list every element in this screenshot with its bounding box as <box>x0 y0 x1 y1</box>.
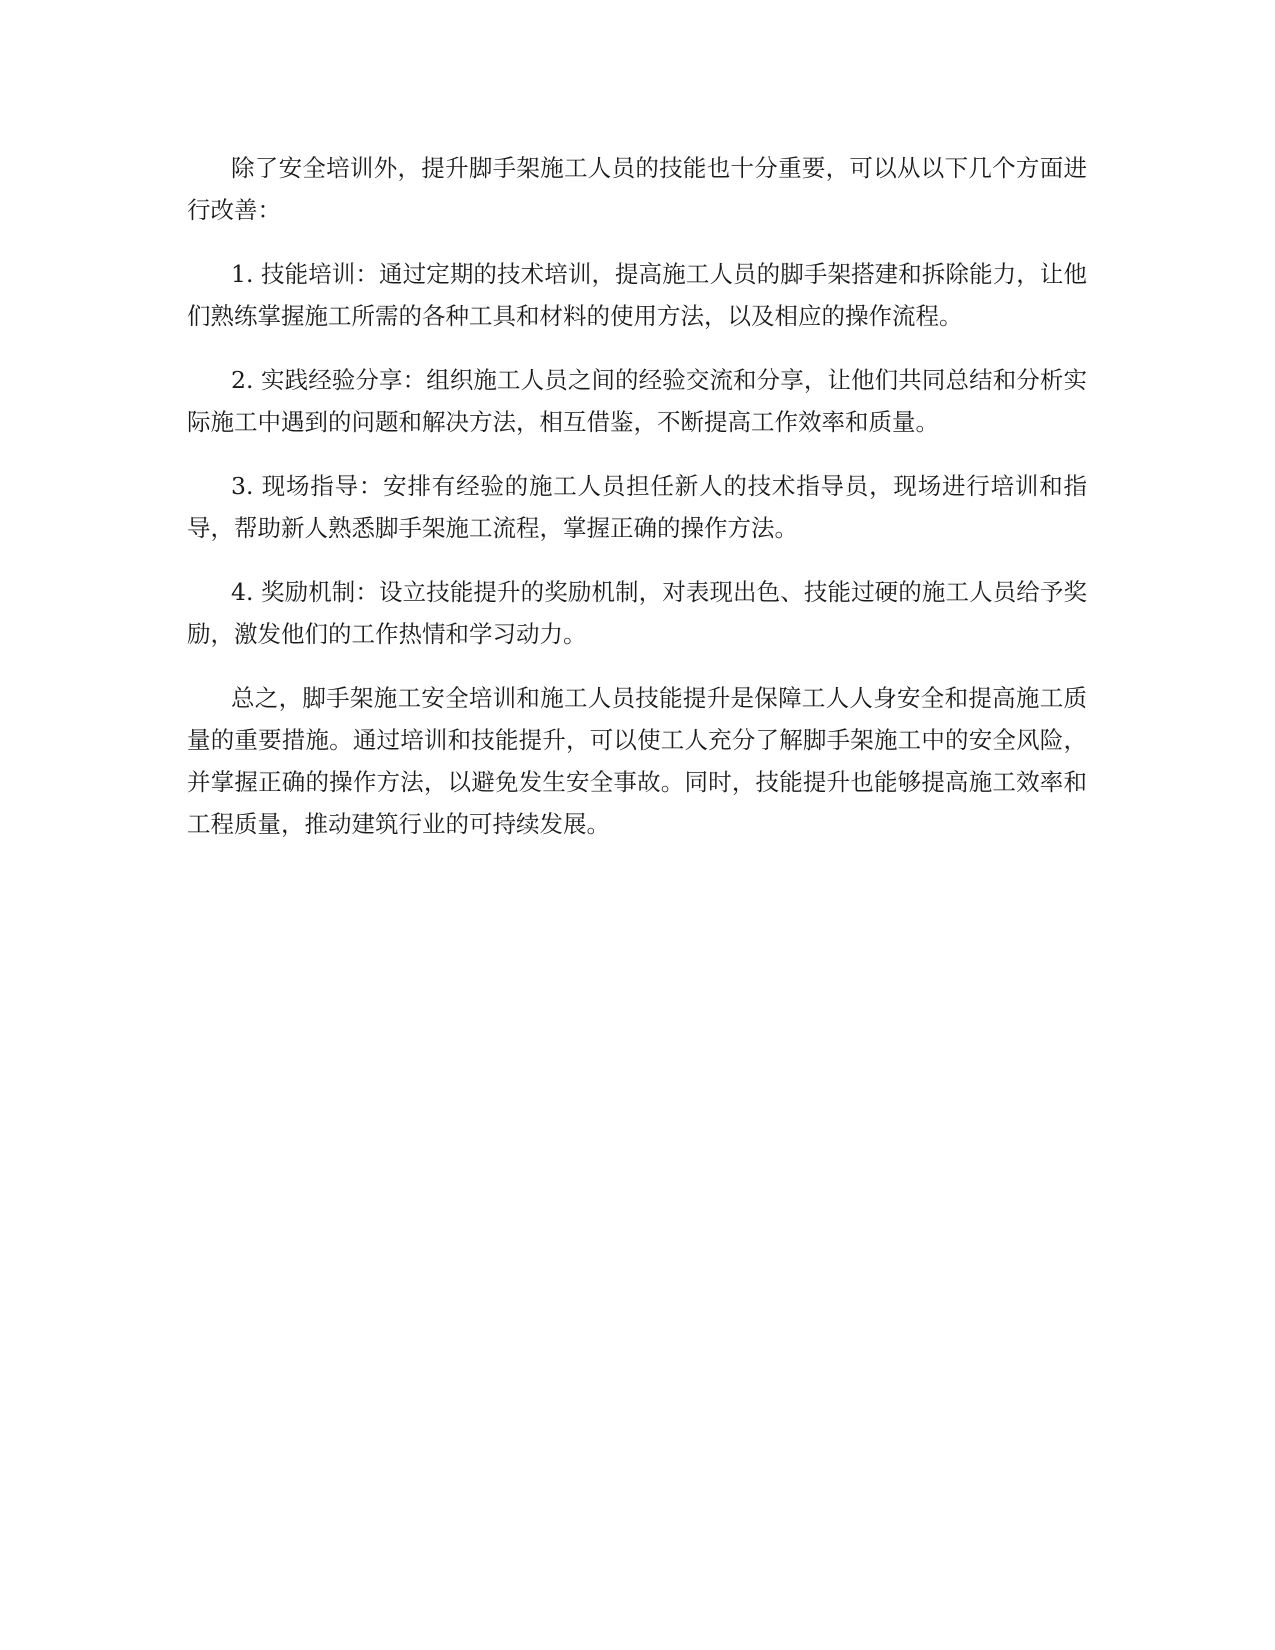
summary-paragraph: 总之，脚手架施工安全培训和施工人员技能提升是保障工人人身安全和提高施工质量的重要措施。通过培训和技能提升，可以使工人充分了解脚手架施工中的安全风险，并掌握正确的操作方法，以避免发生安全事故。同时，技能提升也能够提高施工效率和工程质量，推动建筑行业的可持续发展。 <box>187 684 1087 838</box>
document-body <box>187 147 1087 845</box>
list-item-skill-training: 1. 技能培训：通过定期的技术培训，提高施工人员的脚手架搭建和拆除能力，让他们熟练掌握施工所需的各种工具和材料的使用方法，以及相应的操作流程。 <box>187 260 1087 330</box>
list-item-reward-mechanism: 4. 奖励机制：设立技能提升的奖励机制，对表现出色、技能过硬的施工人员给予奖励，激发他们的工作热情和学习动力。 <box>187 578 1087 648</box>
list-item-experience-sharing: 2. 实践经验分享：组织施工人员之间的经验交流和分享，让他们共同总结和分析实际施工中遇到的问题和解决方法，相互借鉴，不断提高工作效率和质量。 <box>187 366 1087 436</box>
intro-paragraph: 除了安全培训外，提升脚手架施工人员的技能也十分重要，可以从以下几个方面进行改善： <box>187 154 1087 224</box>
list-item-onsite-guidance: 3. 现场指导：安排有经验的施工人员担任新人的技术指导员，现场进行培训和指导，帮助新人熟悉脚手架施工流程，掌握正确的操作方法。 <box>187 472 1087 542</box>
